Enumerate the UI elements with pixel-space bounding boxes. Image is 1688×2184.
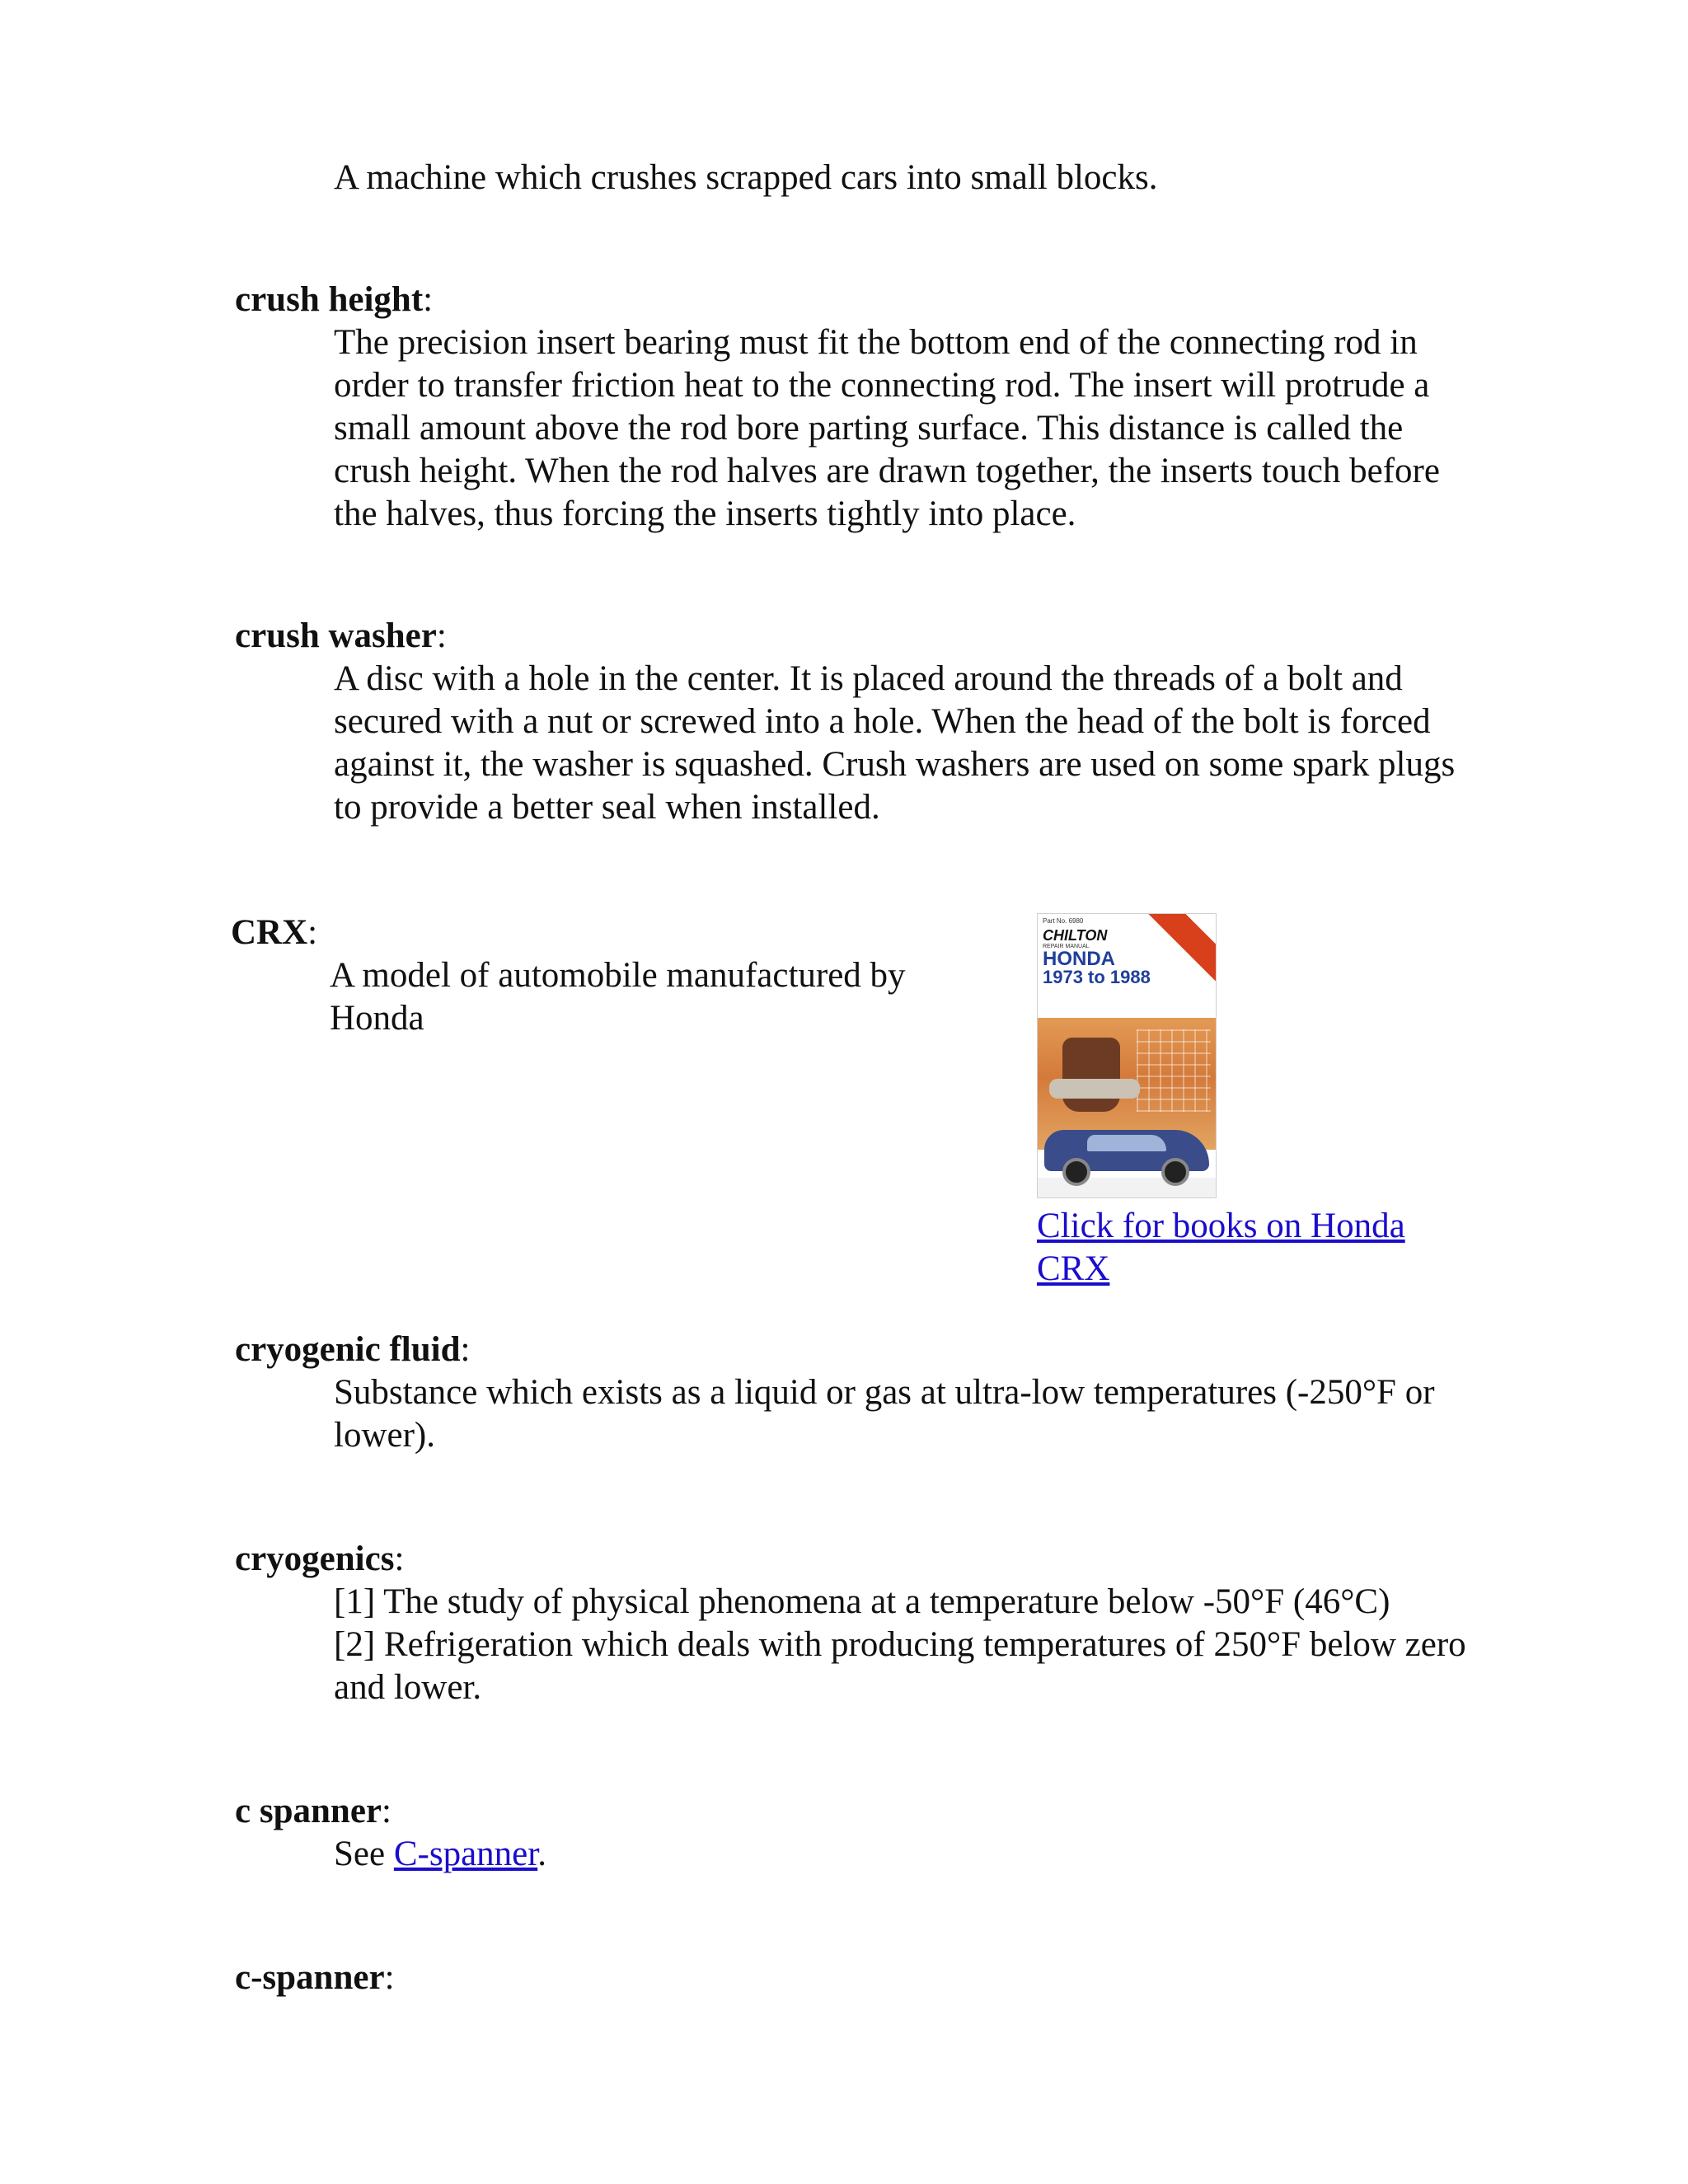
definition-c-spanner [334, 1833, 1471, 1876]
term-colon: : [384, 1958, 395, 1997]
see-suffix: . [537, 1835, 546, 1873]
term-cryogenic-fluid [235, 1329, 470, 1371]
definition-crush-washer: A disc with a hole in the center. It is placed around the threads of a bolt and secured with a nut or screwed into a hole. When the head of the bolt is forced against it, the washer is squashed. Crush washers are used on some spark plugs to provide a better seal when installed. [334, 659, 1456, 827]
definition-line: [1] The study of physical phenomena at a temperature below -50°F (46°C) [334, 1582, 1390, 1621]
book-make: HONDA [1043, 948, 1115, 970]
term-label: crush washer [235, 616, 437, 655]
book-cover-tool [1049, 1079, 1140, 1099]
term-colon: : [436, 616, 447, 655]
term-colon: : [381, 1792, 392, 1830]
term-label: CRX [231, 913, 308, 952]
books-honda-crx-link[interactable]: Click for books on Honda CRX [1037, 1207, 1405, 1288]
term-crush-height [235, 279, 433, 321]
term-crush-washer [235, 615, 447, 658]
book-cover-grid [1137, 1029, 1211, 1112]
car-window [1087, 1135, 1166, 1151]
term-label: crush height [235, 280, 424, 319]
term-c-spanner [235, 1790, 392, 1833]
book-years: 1973 to 1988 [1043, 967, 1151, 987]
definition-line: [2] Refrigeration which deals with producing temperatures of 250°F below zero and lower. [334, 1625, 1466, 1707]
book-cover-ground [1038, 1178, 1216, 1197]
wheel-icon [1062, 1158, 1090, 1186]
term-colon: : [460, 1330, 471, 1369]
book-publisher-subtitle: REPAIR MANUAL [1043, 944, 1090, 949]
term-cryogenics [235, 1538, 404, 1581]
term-label: c-spanner [235, 1958, 385, 1997]
term-colon: : [423, 280, 434, 319]
book-cover-image[interactable] [1037, 913, 1217, 1198]
definition-crx: A model of automobile manufactured by Honda [330, 956, 906, 1038]
term-label: c spanner [235, 1792, 382, 1830]
book-part-number: Part No. 6980 [1043, 917, 1084, 925]
definition-crush-height: The precision insert bearing must fit the bottom end of the connecting rod in order to transfer friction heat to the connecting rod. The insert will protrude a small amount above the rod bore parting surface. This distance is called the crush height. When the rod halves are drawn together, the inserts touch before the halves, thus forcing the inserts tightly into place. [334, 323, 1440, 533]
definition-car-crusher: A machine which crushes scrapped cars into small blocks. [334, 158, 1158, 197]
definition-cryogenic-fluid: Substance which exists as a liquid or gas at ultra-low temperatures (-250°F or lower). [334, 1373, 1435, 1455]
term-c-spanner-hyphen [235, 1957, 395, 1999]
c-spanner-link[interactable]: C-spanner [393, 1835, 538, 1873]
book-cover-engine-part [1062, 1038, 1120, 1112]
term-colon: : [307, 913, 318, 952]
term-colon: : [394, 1540, 405, 1578]
term-crx [231, 912, 317, 954]
term-label: cryogenic fluid [235, 1330, 461, 1369]
term-label: cryogenics [235, 1540, 395, 1578]
see-prefix: See [334, 1835, 394, 1873]
definition-cryogenics [334, 1581, 1471, 1709]
wheel-icon [1161, 1158, 1189, 1186]
book-publisher: CHILTON [1043, 927, 1108, 944]
